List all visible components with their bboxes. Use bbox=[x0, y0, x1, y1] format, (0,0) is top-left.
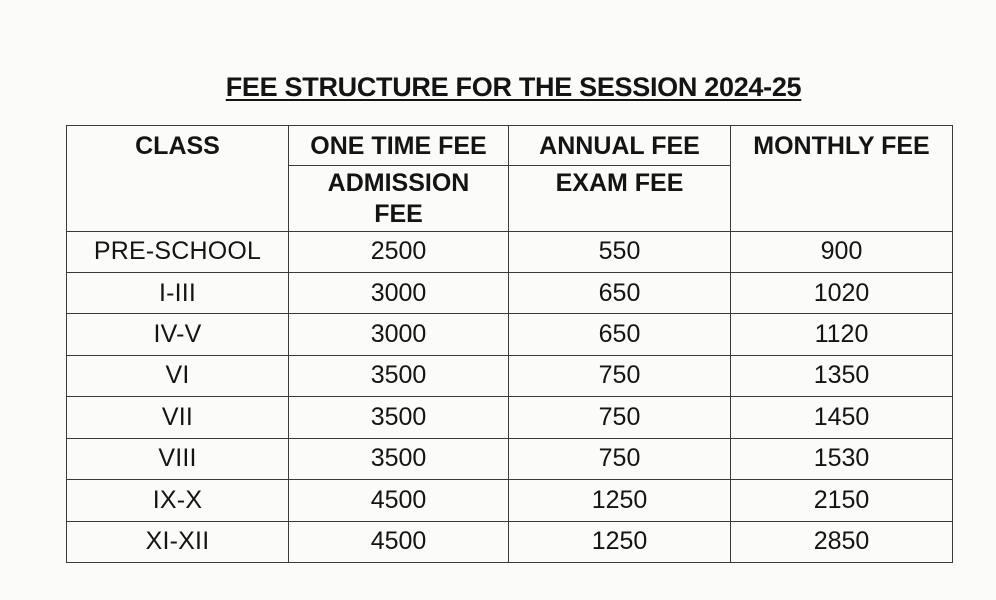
header-row bbox=[67, 126, 953, 166]
exam-fee-cell: 650 bbox=[509, 272, 731, 313]
admission-fee-cell: 3500 bbox=[289, 397, 509, 438]
fee-rows bbox=[67, 231, 953, 563]
admission-fee-cell: 3000 bbox=[289, 272, 509, 313]
admission-fee-cell: 3500 bbox=[289, 355, 509, 396]
admission-fee-cell: 4500 bbox=[289, 480, 509, 521]
exam-fee-cell: 550 bbox=[509, 231, 731, 272]
class-cell: IV-V bbox=[67, 314, 289, 355]
class-cell: PRE-SCHOOL bbox=[67, 231, 289, 272]
header-one-time-fee: ONE TIME FEE bbox=[289, 126, 509, 166]
monthly-fee-cell: 2850 bbox=[731, 521, 953, 562]
exam-fee-cell: 750 bbox=[509, 397, 731, 438]
class-cell: VIII bbox=[67, 438, 289, 479]
exam-fee-cell: 750 bbox=[509, 355, 731, 396]
class-cell: VI bbox=[67, 355, 289, 396]
exam-fee-cell: 1250 bbox=[509, 521, 731, 562]
header-monthly-fee: MONTHLY FEE bbox=[731, 126, 953, 232]
table-row bbox=[67, 438, 953, 479]
monthly-fee-cell: 1530 bbox=[731, 438, 953, 479]
header-admission-fee bbox=[289, 166, 509, 232]
header-class: CLASS bbox=[67, 126, 289, 232]
table-row bbox=[67, 272, 953, 313]
monthly-fee-cell: 1350 bbox=[731, 355, 953, 396]
monthly-fee-cell: 900 bbox=[731, 231, 953, 272]
monthly-fee-cell: 1120 bbox=[731, 314, 953, 355]
class-cell: I-III bbox=[67, 272, 289, 313]
document-title: FEE STRUCTURE FOR THE SESSION 2024-25 bbox=[225, 72, 802, 102]
table-row bbox=[67, 231, 953, 272]
class-cell: VII bbox=[67, 397, 289, 438]
class-cell: XI-XII bbox=[67, 521, 289, 562]
admission-fee-cell: 2500 bbox=[289, 231, 509, 272]
header-annual-fee: ANNUAL FEE bbox=[509, 126, 731, 166]
table-row bbox=[67, 314, 953, 355]
table-row bbox=[67, 397, 953, 438]
admission-fee-cell: 3500 bbox=[289, 438, 509, 479]
exam-fee-cell: 1250 bbox=[509, 480, 731, 521]
exam-fee-cell: 650 bbox=[509, 314, 731, 355]
admission-fee-cell: 4500 bbox=[289, 521, 509, 562]
header-admission-fee-line2: FEE bbox=[374, 200, 423, 229]
fee-structure-table bbox=[66, 125, 953, 563]
monthly-fee-cell: 2150 bbox=[731, 480, 953, 521]
table-row bbox=[67, 521, 953, 562]
monthly-fee-cell: 1020 bbox=[731, 272, 953, 313]
admission-fee-cell: 3000 bbox=[289, 314, 509, 355]
exam-fee-cell: 750 bbox=[509, 438, 731, 479]
header-exam-fee: EXAM FEE bbox=[509, 166, 731, 232]
table-row bbox=[67, 355, 953, 396]
header-admission-fee-line1: ADMISSION bbox=[327, 169, 470, 197]
class-cell: IX-X bbox=[67, 480, 289, 521]
monthly-fee-cell: 1450 bbox=[731, 397, 953, 438]
table-row bbox=[67, 480, 953, 521]
